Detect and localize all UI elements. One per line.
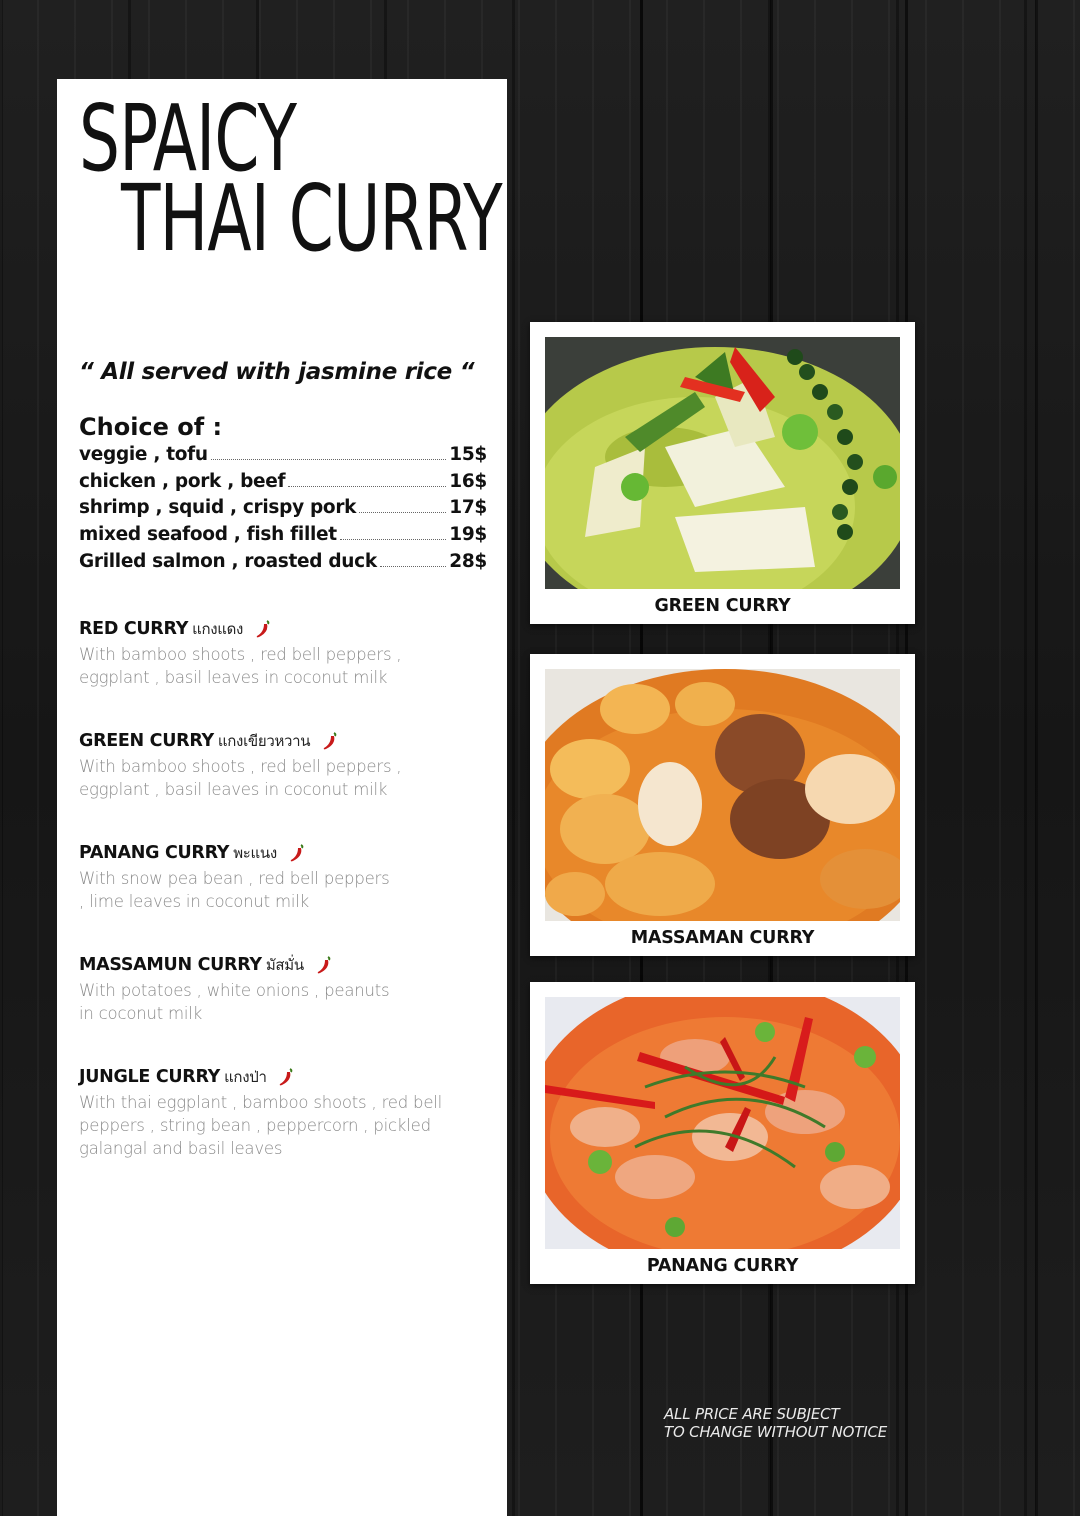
dotted-leader: [288, 486, 446, 487]
price-item: Grilled salmon , roasted duck: [79, 550, 377, 572]
price-item: mixed seafood , fish fillet: [79, 524, 337, 546]
price-value: 17$: [449, 497, 487, 519]
massaman-curry-photo: [545, 669, 900, 921]
curry-item-green: [79, 729, 489, 801]
photo-caption: GREEN CURRY: [654, 596, 791, 616]
price-row: [79, 444, 487, 471]
choice-heading: Choice of :: [79, 413, 223, 441]
chili-icon: [255, 620, 271, 638]
curry-description: With potatoes , white onions , peanuts in coconut milk: [79, 981, 390, 1023]
chili-icon: [289, 844, 305, 862]
curry-name: PANANG CURRY: [79, 843, 230, 863]
curry-item-panang: [79, 841, 489, 913]
dotted-leader: [340, 539, 446, 540]
curry-thai-name: มัสมั่น: [265, 956, 304, 974]
photo-card-panang-curry: [530, 982, 915, 1284]
price-row: [79, 524, 487, 551]
price-item: shrimp , squid , crispy pork: [79, 497, 357, 519]
curry-description: With thai eggplant , bamboo shoots , red bell peppers , string bean , peppercorn , pickled galangal and basil leaves: [79, 1093, 443, 1158]
dotted-leader: [380, 566, 446, 567]
curry-name: GREEN CURRY: [79, 731, 214, 751]
price-value: 19$: [449, 524, 487, 546]
curry-thai-name: พะแนง: [233, 844, 277, 862]
served-with-note: “ All served with jasmine rice “: [79, 359, 475, 385]
curry-description: With bamboo shoots , red bell peppers , eggplant , basil leaves in coconut milk: [79, 757, 402, 799]
photo-card-green-curry: [530, 322, 915, 624]
curry-item-jungle: [79, 1065, 489, 1160]
curry-thai-name: แกงเขียวหวาน: [217, 732, 311, 750]
curry-description: With snow pea bean , red bell peppers , lime leaves in coconut milk: [79, 869, 390, 911]
photo-caption: PANANG CURRY: [646, 1256, 799, 1276]
curry-name: JUNGLE CURRY: [79, 1067, 221, 1087]
curry-name: MASSAMUN CURRY: [79, 955, 262, 975]
price-item: chicken , pork , beef: [79, 470, 286, 492]
curry-item-red: [79, 617, 489, 689]
price-row: [79, 471, 487, 498]
price-value: 16$: [449, 470, 487, 492]
panang-curry-photo: [545, 997, 900, 1249]
curry-description: With bamboo shoots , red bell peppers , eggplant , basil leaves in coconut milk: [79, 645, 402, 687]
photo-caption: MASSAMAN CURRY: [630, 928, 815, 948]
wood-seam: [1035, 0, 1038, 1516]
price-row: [79, 551, 487, 578]
price-value: 15$: [449, 444, 487, 465]
dotted-leader: [211, 459, 447, 460]
curry-item-massamun: [79, 953, 489, 1025]
price-list: [79, 444, 487, 577]
curry-thai-name: แกงแดง: [192, 620, 244, 638]
price-row: [79, 497, 487, 524]
photo-card-massaman-curry: [530, 654, 915, 956]
menu-panel: [57, 79, 507, 1516]
price-notice: ALL PRICE ARE SUBJECT TO CHANGE WITHOUT NOTICE: [664, 1405, 888, 1441]
price-value: 28$: [449, 550, 487, 572]
menu-title-line-2: THAI CURRY: [121, 165, 502, 272]
chili-icon: [322, 732, 338, 750]
green-curry-photo: [545, 337, 900, 589]
price-item: veggie , tofu: [79, 444, 208, 465]
chili-icon: [316, 956, 332, 974]
menu-title-line-1: SPAICY: [79, 85, 297, 192]
dotted-leader: [359, 512, 446, 513]
curry-name: RED CURRY: [79, 619, 189, 639]
curry-thai-name: แกงป่า: [224, 1068, 267, 1086]
chili-icon: [278, 1068, 294, 1086]
